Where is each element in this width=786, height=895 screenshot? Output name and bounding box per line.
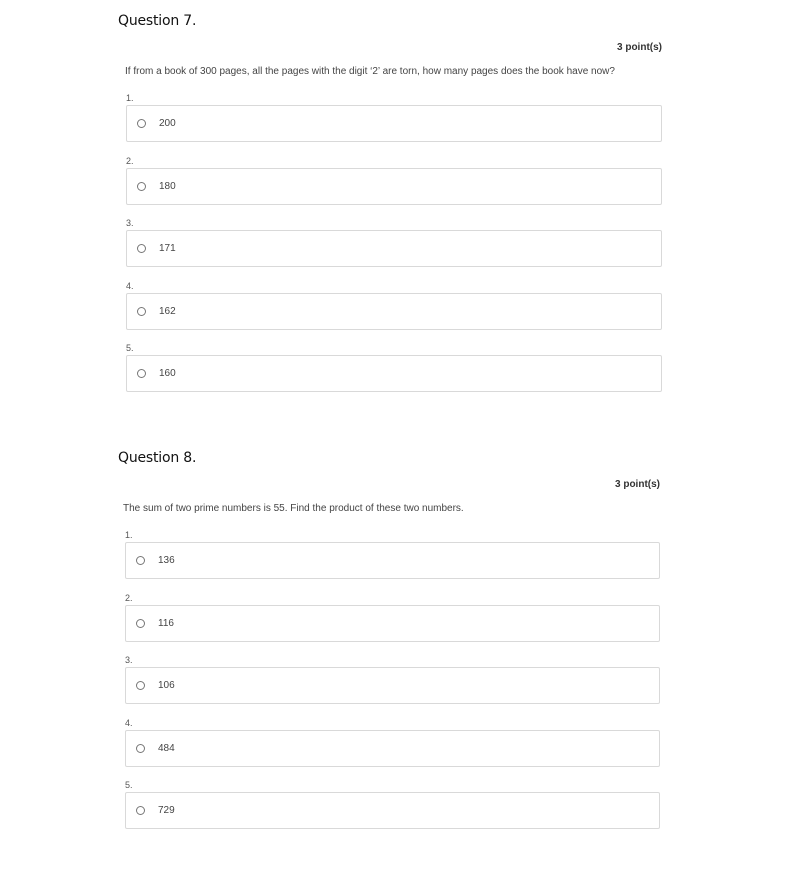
answer-option[interactable] [126, 105, 662, 142]
question-text: If from a book of 300 pages, all the pages with the digit ‘2’ are torn, how many pages does the book have now? [125, 66, 615, 77]
option-label: 162 [159, 305, 176, 317]
option-number: 1. [125, 530, 133, 540]
radio-button-icon[interactable] [136, 806, 145, 815]
option-item [126, 341, 662, 404]
option-label: 136 [158, 555, 175, 566]
option-label: 106 [158, 680, 175, 691]
answer-option[interactable] [126, 230, 662, 267]
answer-option[interactable] [125, 730, 660, 767]
options-list [126, 91, 662, 404]
question-8 [118, 448, 662, 841]
option-label: 200 [159, 118, 176, 129]
option-item [126, 216, 662, 279]
radio-button-icon[interactable] [137, 369, 146, 378]
option-label: 180 [159, 180, 176, 192]
answer-option[interactable] [125, 792, 660, 829]
option-item [125, 591, 660, 654]
radio-button-icon[interactable] [137, 244, 146, 253]
answer-option[interactable] [125, 667, 660, 704]
option-item [125, 653, 660, 716]
option-number: 3. [126, 218, 134, 228]
question-text: The sum of two prime numbers is 55. Find the product of these two numbers. [123, 503, 464, 514]
question-title: Question 7. [118, 13, 197, 29]
option-number: 4. [126, 280, 134, 291]
answer-option[interactable] [126, 355, 662, 392]
option-item [126, 279, 662, 342]
option-label: 484 [158, 742, 175, 754]
question-7 [118, 11, 662, 404]
question-points: 3 point(s) [617, 42, 662, 53]
option-number: 4. [125, 717, 133, 728]
answer-option[interactable] [126, 293, 662, 330]
option-number: 2. [126, 155, 134, 166]
option-label: 729 [158, 805, 175, 816]
answer-option[interactable] [125, 542, 660, 579]
radio-button-icon[interactable] [136, 681, 145, 690]
question-points: 3 point(s) [615, 479, 660, 490]
answer-option[interactable] [125, 605, 660, 642]
option-number: 5. [125, 780, 133, 790]
question-title: Question 8. [118, 450, 197, 466]
answer-option[interactable] [126, 168, 662, 205]
option-item [126, 91, 662, 154]
radio-button-icon[interactable] [136, 556, 145, 565]
option-item [125, 716, 660, 779]
radio-button-icon[interactable] [137, 119, 146, 128]
option-number: 2. [125, 592, 133, 603]
radio-button-icon[interactable] [136, 619, 145, 628]
radio-button-icon[interactable] [136, 744, 145, 753]
option-label: 171 [159, 243, 176, 254]
options-list [125, 528, 660, 841]
option-item [125, 778, 660, 841]
radio-button-icon[interactable] [137, 182, 146, 191]
option-number: 1. [126, 93, 134, 103]
option-item [125, 528, 660, 591]
radio-button-icon[interactable] [137, 307, 146, 316]
option-item [126, 154, 662, 217]
option-label: 116 [158, 617, 174, 629]
option-number: 3. [125, 655, 133, 665]
option-label: 160 [159, 368, 176, 379]
option-number: 5. [126, 343, 134, 353]
